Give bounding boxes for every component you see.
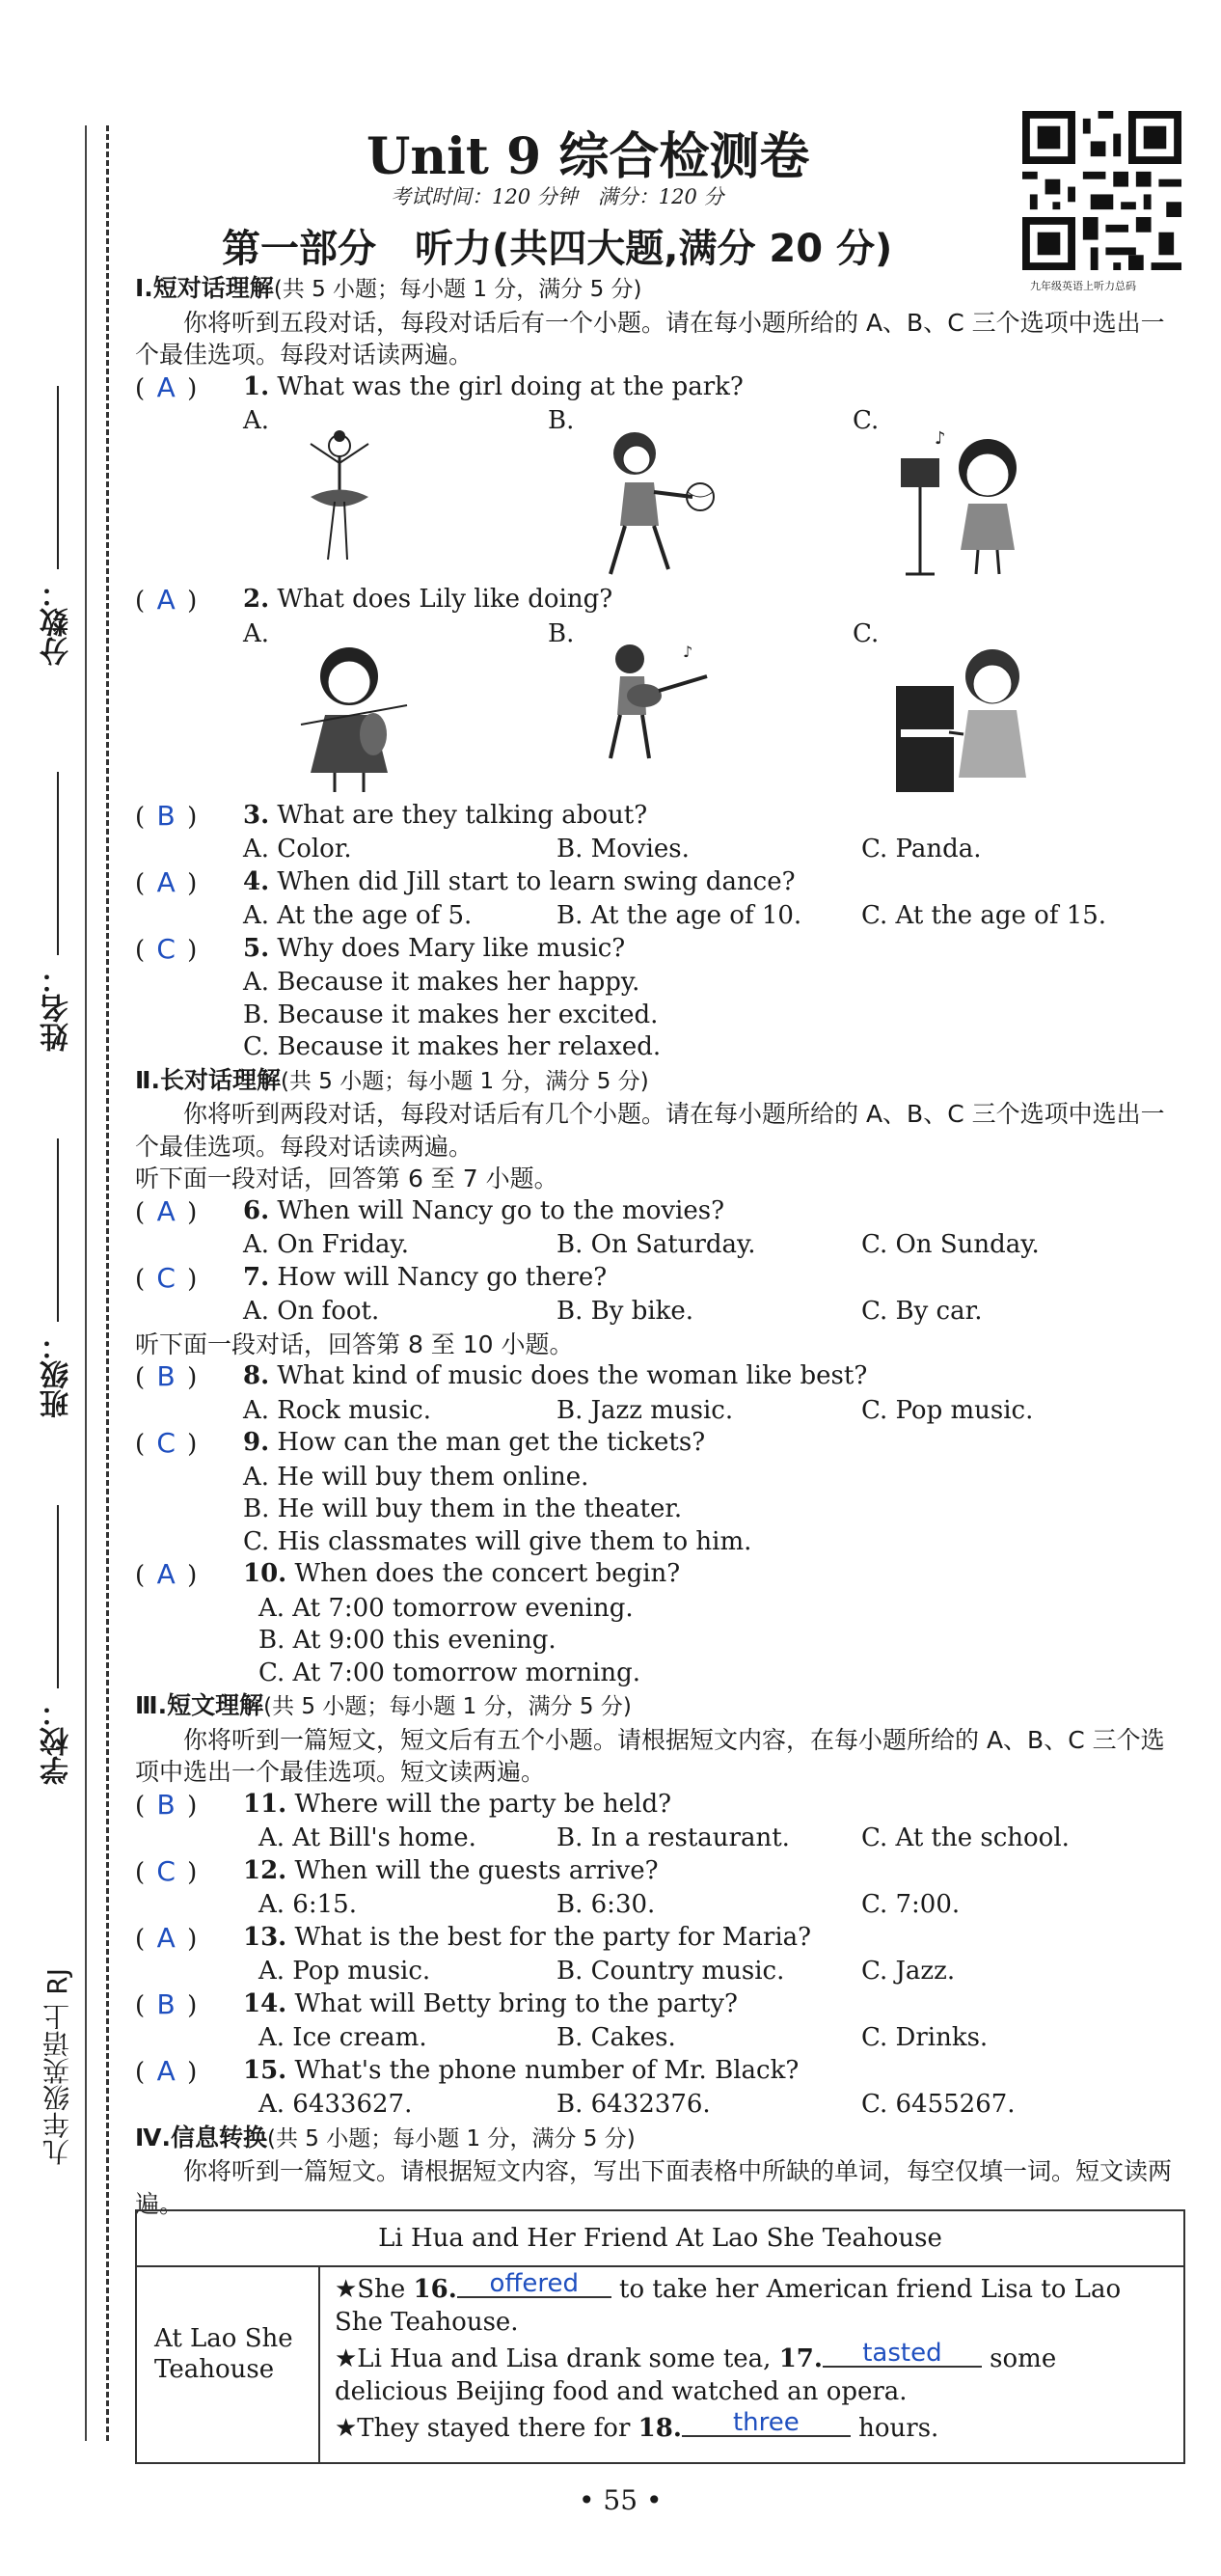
answer-mark: C bbox=[156, 1854, 176, 1887]
question-4: ( A ) 4. When did Jill start to learn swing dance? bbox=[135, 865, 796, 898]
table-right-cell bbox=[335, 2269, 1174, 2445]
question-5: ( C ) 5. Why does Mary like music? bbox=[135, 932, 626, 965]
option-10c: C. At 7:00 tomorrow morning. bbox=[258, 1658, 641, 1687]
options-13: A. Pop music. B. Country music. C. Jazz. bbox=[258, 1957, 956, 1986]
answer-blank-16[interactable]: offered bbox=[457, 2271, 611, 2298]
question-8: ( B ) 8. What kind of music does the woman like best? bbox=[135, 1360, 868, 1392]
answer-mark: A bbox=[156, 1558, 176, 1590]
question-2: ( A ) 2. What does Lily like doing? bbox=[135, 584, 613, 616]
question-14: ( B ) 14. What will Betty bring to the party? bbox=[135, 1987, 738, 2020]
question-6: ( A ) 6. When will Nancy go to the movies? bbox=[135, 1194, 725, 1227]
dialogue-lead: 听下面一段对话，回答第 6 至 7 小题。 bbox=[135, 1165, 558, 1192]
options-12: A. 6:15. B. 6:30. C. 7:00. bbox=[258, 1890, 961, 1919]
answer-mark: C bbox=[156, 932, 176, 965]
section-instructions: 你将听到两段对话，每段对话后有几个小题。请在每小题所给的 A、B、C 三个选项中选出一个最佳选项。每段对话读两遍。 bbox=[135, 1100, 1165, 1161]
school-field: 学校： bbox=[37, 1505, 79, 1785]
section-heading: Ⅳ.信息转换(共 5 小题；每小题 1 分，满分 5 分) bbox=[135, 2123, 636, 2151]
answer-mark: B bbox=[156, 1987, 176, 2020]
option-5b: B. Because it makes her excited. bbox=[243, 1000, 659, 1029]
options-7: A. On foot. B. By bike. C. By car. bbox=[243, 1297, 983, 1326]
info-table bbox=[135, 2209, 1185, 2464]
picture-options-2: A. B. ♪ C. bbox=[135, 618, 1181, 800]
svg-text:♪: ♪ bbox=[935, 428, 946, 449]
answer-mark: A bbox=[156, 865, 176, 898]
part-heading: 第一部分 听力(共四大题,满分 20 分) bbox=[222, 227, 893, 271]
class-field: 班级： bbox=[37, 1138, 79, 1418]
answer-mark: A bbox=[156, 1921, 176, 1954]
options-15: A. 6433627. B. 6432376. C. 6455267. bbox=[258, 2090, 1016, 2119]
name-field: 姓名： bbox=[37, 772, 79, 1052]
answer-mark: C bbox=[156, 1427, 176, 1459]
answer-mark: A bbox=[156, 2054, 176, 2087]
table-row: ★She 16. offered to take her American friend Lisa to Lao She Teahouse. bbox=[335, 2269, 1122, 2337]
volleyball-player-picture bbox=[586, 425, 721, 584]
options-14: A. Ice cream. B. Cakes. C. Drinks. bbox=[258, 2023, 989, 2052]
option-5c: C. Because it makes her relaxed. bbox=[243, 1032, 662, 1061]
svg-text:♪: ♪ bbox=[683, 642, 693, 661]
answer-mark: C bbox=[156, 1261, 176, 1294]
question-12: ( C ) 12. When will the guests arrive? bbox=[135, 1854, 659, 1887]
dialogue-lead: 听下面一段对话，回答第 8 至 10 小题。 bbox=[135, 1329, 574, 1358]
exam-info: 考试时间：120 分钟 满分：120 分 bbox=[391, 185, 724, 208]
page-number: • 55 • bbox=[579, 2484, 663, 2516]
grade-label: 九年级英语上 RJ bbox=[41, 1968, 73, 2166]
options-3: A. Color. B. Movies. C. Panda. bbox=[243, 835, 982, 863]
question-7: ( C ) 7. How will Nancy go there? bbox=[135, 1261, 608, 1294]
question-15: ( A ) 15. What's the phone number of Mr. Black? bbox=[135, 2054, 800, 2087]
answer-mark: A bbox=[156, 584, 176, 616]
section-heading: Ⅱ.长对话理解(共 5 小题；每小题 1 分，满分 5 分) bbox=[135, 1065, 649, 1094]
page-title: Unit 9 综合检测卷 bbox=[366, 127, 810, 186]
option-9b: B. He will buy them in the theater. bbox=[243, 1494, 683, 1523]
section-instructions: 你将听到五段对话，每段对话后有一个小题。请在每小题所给的 A、B、C 三个选项中选出一个最佳选项。每段对话读两遍。 bbox=[135, 308, 1165, 369]
margin-line bbox=[85, 125, 87, 2441]
option-10b: B. At 9:00 this evening. bbox=[258, 1626, 556, 1655]
boy-guitar-picture bbox=[586, 638, 721, 773]
answer-mark: B bbox=[156, 799, 176, 832]
exam-content bbox=[135, 272, 1181, 2220]
options-11: A. At Bill's home. B. In a restaurant. C. At the school. bbox=[258, 1823, 1070, 1852]
question-9: ( C ) 9. How can the man get the tickets? bbox=[135, 1427, 706, 1459]
option-9a: A. He will buy them online. bbox=[243, 1462, 589, 1492]
question-3: ( B ) 3. What are they talking about? bbox=[135, 799, 648, 832]
question-11: ( B ) 11. Where will the party be held? bbox=[135, 1788, 672, 1821]
answer-mark: B bbox=[156, 1360, 176, 1392]
girl-piano-picture bbox=[891, 638, 1036, 797]
section-heading: Ⅰ.短对话理解(共 5 小题；每小题 1 分，满分 5 分) bbox=[135, 274, 642, 302]
answer-blank-17[interactable]: tasted bbox=[823, 2341, 982, 2368]
qr-caption: 九年级英语上听力总码 bbox=[1030, 280, 1136, 292]
table-row: ★Li Hua and Lisa drank some tea, 17. tasted some delicious Beijing food and watched an opera. bbox=[335, 2339, 1057, 2406]
section-instructions: 你将听到一篇短文，短文后有五个小题。请根据短文内容，在每小题所给的 A、B、C 三个选项中选出一个最佳选项。短文读两遍。 bbox=[135, 1725, 1165, 1786]
ballet-dancer-picture bbox=[282, 425, 397, 579]
girl-violin-picture bbox=[282, 638, 426, 797]
table-row: ★They stayed there for 18. three hours. bbox=[335, 2408, 939, 2443]
option-5a: A. Because it makes her happy. bbox=[243, 968, 640, 997]
section-heading: Ⅲ.短文理解(共 5 小题；每小题 1 分，满分 5 分) bbox=[135, 1691, 632, 1719]
options-4: A. At the age of 5. B. At the age of 10. C. At the age of 15. bbox=[243, 901, 1107, 930]
question-10: ( A ) 10. When does the concert begin? bbox=[135, 1558, 681, 1590]
question-13: ( A ) 13. What is the best for the party for Maria? bbox=[135, 1921, 812, 1954]
option-9c: C. His classmates will give them to him. bbox=[243, 1526, 752, 1556]
answer-mark: B bbox=[156, 1788, 176, 1821]
options-6: A. On Friday. B. On Saturday. C. On Sunday. bbox=[243, 1230, 1040, 1259]
section-instructions: 你将听到一篇短文。请根据短文内容，写出下面表格中所缺的单词，每空仅填一词。短文读两遍。 bbox=[135, 2157, 1173, 2218]
girl-singing-picture bbox=[891, 425, 1036, 584]
options-8: A. Rock music. B. Jazz music. C. Pop music. bbox=[243, 1395, 1034, 1425]
table-header: Li Hua and Her Friend At Lao She Teahouse bbox=[137, 2211, 1183, 2267]
picture-options-1: A. B. C. ♪ bbox=[135, 405, 1181, 584]
table-left-cell: At Lao She Teahouse bbox=[137, 2267, 320, 2462]
option-10a: A. At 7:00 tomorrow evening. bbox=[258, 1593, 634, 1623]
score-field: 分数： bbox=[37, 386, 79, 666]
answer-mark: A bbox=[156, 370, 176, 403]
qr-code-icon bbox=[1022, 111, 1181, 270]
cut-line bbox=[106, 125, 109, 2441]
answer-blank-18[interactable]: three bbox=[682, 2410, 851, 2437]
answer-mark: A bbox=[156, 1194, 176, 1227]
question-1: ( A ) 1. What was the girl doing at the park? bbox=[135, 370, 744, 403]
